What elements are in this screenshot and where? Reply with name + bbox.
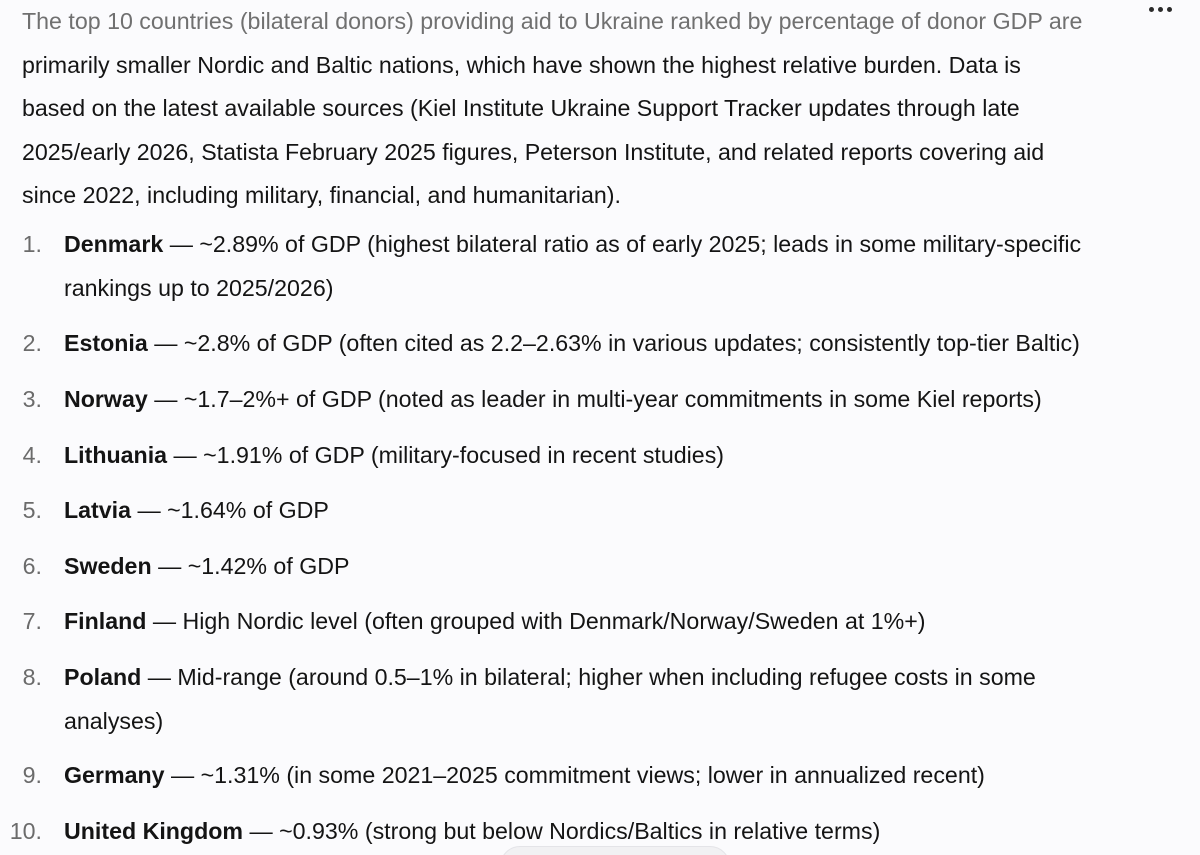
intro-line: The top 10 countries (bilateral donors) providing aid to Ukraine ranked by percentage of donor GDP are bbox=[22, 8, 1083, 34]
country-description: — ~1.7–2%+ of GDP (noted as leader in multi-year commitments in some Kiel reports) bbox=[147, 386, 1042, 412]
intro-line: based on the latest available sources (Kiel Institute Ukraine Support Tracker updates through late bbox=[22, 95, 1020, 121]
country-description-continuation: analyses) bbox=[64, 707, 164, 734]
more-options-button[interactable] bbox=[1138, 0, 1182, 18]
list-number: 7. bbox=[22, 608, 42, 634]
country-description: — ~0.93% (strong but below Nordics/Baltics in relative terms) bbox=[243, 818, 881, 844]
list-number: 5. bbox=[22, 497, 42, 523]
country-name: Lithuania bbox=[64, 442, 168, 468]
country-description: — High Nordic level (often grouped with Denmark/Norway/Sweden at 1%+) bbox=[146, 608, 926, 634]
country-description: — Mid-range (around 0.5–1% in bilateral; higher when including refugee costs in some bbox=[141, 664, 1036, 690]
country-name: Germany bbox=[64, 762, 165, 788]
list-item-body bbox=[64, 656, 1200, 743]
list-number: 9. bbox=[22, 762, 42, 788]
country-name: Latvia bbox=[64, 497, 132, 523]
list-item-body bbox=[64, 545, 1200, 589]
list-item-body bbox=[64, 754, 1200, 798]
intro-line: since 2022, including military, financial, and humanitarian). bbox=[22, 182, 621, 208]
country-description: — ~1.64% of GDP bbox=[131, 497, 329, 523]
list-item-body bbox=[64, 322, 1200, 366]
list-item-body bbox=[64, 434, 1200, 478]
list-item-body bbox=[64, 223, 1200, 310]
country-name: Estonia bbox=[64, 330, 148, 356]
intro-line: primarily smaller Nordic and Baltic nations, which have shown the highest relative burden. Data is bbox=[22, 51, 1021, 78]
intro-paragraph bbox=[22, 0, 1200, 218]
country-name: Sweden bbox=[64, 553, 152, 579]
list-number: 2. bbox=[22, 330, 42, 356]
country-name: Finland bbox=[64, 608, 147, 634]
list-number: 1. bbox=[22, 231, 42, 257]
list-item-body bbox=[64, 378, 1200, 422]
more-dots-icon bbox=[1149, 7, 1154, 12]
list-number: 10. bbox=[9, 818, 42, 844]
country-description: — ~1.91% of GDP (military-focused in recent studies) bbox=[167, 442, 725, 468]
bottom-scroll-pill[interactable] bbox=[500, 846, 730, 855]
country-name: Denmark bbox=[64, 231, 164, 257]
country-description-continuation: rankings up to 2025/2026) bbox=[64, 274, 334, 301]
country-description: — ~1.31% (in some 2021–2025 commitment views; lower in annualized recent) bbox=[164, 762, 985, 788]
more-dots-icon bbox=[1167, 7, 1172, 12]
intro-line: 2025/early 2026, Statista February 2025 figures, Peterson Institute, and related reports covering aid bbox=[22, 138, 1045, 165]
country-name: United Kingdom bbox=[64, 818, 244, 844]
list-number: 3. bbox=[22, 386, 42, 412]
list-number: 6. bbox=[22, 553, 42, 579]
list-item-body bbox=[64, 489, 1200, 533]
list-item-body bbox=[64, 600, 1200, 644]
country-description: — ~1.42% of GDP bbox=[151, 553, 350, 579]
more-dots-icon bbox=[1158, 7, 1163, 12]
country-name: Norway bbox=[64, 386, 148, 412]
country-description: — ~2.8% of GDP (often cited as 2.2–2.63% in various updates; consistently top-tier Baltic) bbox=[147, 330, 1080, 356]
list-number: 4. bbox=[22, 442, 42, 468]
country-name: Poland bbox=[64, 664, 142, 690]
list-number: 8. bbox=[22, 664, 42, 690]
country-description: — ~2.89% of GDP (highest bilateral ratio as of early 2025; leads in some military-specific bbox=[163, 231, 1082, 257]
